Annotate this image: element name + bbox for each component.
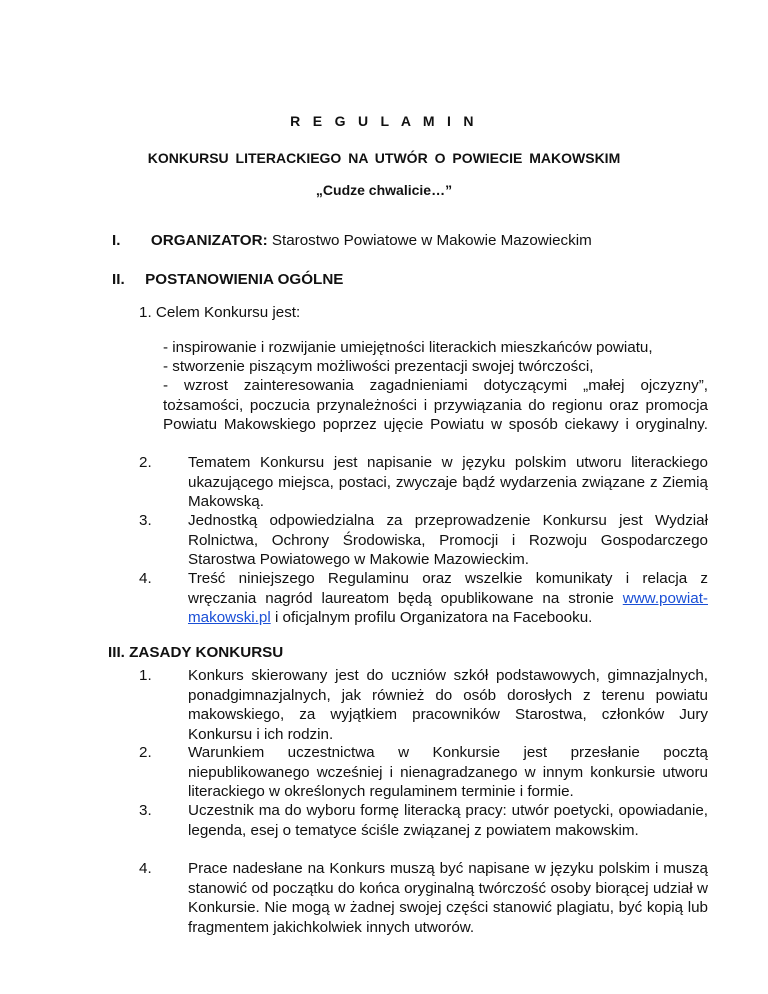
item-number: 3. bbox=[139, 512, 152, 529]
document-motto: „Cudze chwalicie…” bbox=[315, 182, 453, 198]
section-heading: POSTANOWIENIA OGÓLNE bbox=[145, 271, 344, 288]
section-3-heading bbox=[108, 644, 283, 661]
item-text: Celem Konkursu jest: bbox=[155, 304, 301, 321]
section-heading: ORGANIZATOR: bbox=[150, 232, 268, 249]
website-link[interactable]: www.powiat-makowski.pl bbox=[188, 589, 708, 626]
item-text: Uczestnik ma do wyboru formę literacką pracy: utwór poetycki, opowiadanie, legenda, esej o tematyce ściśle związanej z powiatem makowskim. bbox=[188, 802, 708, 839]
section-text: Starostwo Powiatowe w Makowie Mazowieckim bbox=[271, 232, 592, 249]
item-text: Jednostką odpowiedzialna za przeprowadzenie Konkursu jest Wydział Rolnictwa, Ochrony Środowiska, Promocji i Rozwoju Gospodarczego Starostwa Powiatowego w Makowie Mazowieckim. bbox=[188, 512, 708, 568]
item-text: Tematem Konkursu jest napisanie w języku polskim utworu literackiego ukazującego miejsca, postaci, zwyczaje bądź wydarzenia związane z Ziemią Makowską. bbox=[188, 454, 708, 510]
item-text: Warunkiem uczestnictwa w Konkursie jest przesłanie pocztą niepublikowanego wcześniej i nienagradzanego w innym konkursie utworu literackiego w określonych regulaminem terminie i formie. bbox=[188, 744, 708, 800]
section-heading: ZASADY KONKURSU bbox=[129, 644, 284, 661]
item-number: 1. bbox=[139, 304, 152, 321]
section-2-heading bbox=[112, 271, 343, 288]
bullet-1: - inspirowanie i rozwijanie umiejętności literackich mieszkańców powiatu, bbox=[163, 339, 653, 356]
bullet-3: - wzrost zainteresowania zagadnieniami dotyczącymi „małej ojczyzny”, tożsamości, poczucia przynależności i przywiązania do regionu oraz promocja Powiatu Makowskiego poprzez ujęcie Powiatu w sposób ciekawy i oryginalny. bbox=[163, 377, 708, 433]
section-number: I. bbox=[112, 232, 121, 249]
item-text: Prace nadesłane na Konkurs muszą być napisane w języku polskim i muszą stanowić od początku do końca oryginalną twórczość osoby biorącej udział w Konkursie. Nie mogą w żadnej swojej części stanowić plagiatu, być kopią lub fragmentem jakichkolwiek innych utworów. bbox=[188, 860, 708, 936]
section-number: III. bbox=[108, 644, 125, 661]
item-text-after: i oficjalnym profilu Organizatora na Facebooku. bbox=[274, 609, 593, 626]
document-title: R E G U L A M I N bbox=[290, 113, 478, 129]
item-number: 3. bbox=[139, 802, 152, 819]
item-text bbox=[188, 569, 708, 628]
item-number: 2. bbox=[139, 454, 152, 471]
item-number: 2. bbox=[139, 744, 152, 761]
document-subtitle: KONKURSU LITERACKIEGO NA UTWÓR O POWIECIE MAKOWSKIM bbox=[147, 150, 621, 166]
item-number: 1. bbox=[139, 667, 152, 684]
section-number: II. bbox=[112, 271, 125, 288]
item-text-before: Treść niniejszego Regulaminu oraz wszelkie komunikaty i relacja z wręczania nagród laureatom będą opublikowane na stronie bbox=[188, 570, 708, 607]
item-text: Konkurs skierowany jest do uczniów szkół podstawowych, gimnazjalnych, ponadgimnazjalnych, jak również do osób dorosłych z terenu powiatu makowskiego, za wyjątkiem pracowników Starostwa, członków Jury Konkursu i ich rodzin. bbox=[188, 667, 708, 743]
section-1 bbox=[112, 232, 592, 249]
item-number: 4. bbox=[139, 570, 152, 587]
item-number: 4. bbox=[139, 860, 152, 877]
bullet-2: - stworzenie piszącym możliwości prezentacji swojej twórczości, bbox=[163, 358, 594, 375]
list-item bbox=[139, 304, 300, 321]
